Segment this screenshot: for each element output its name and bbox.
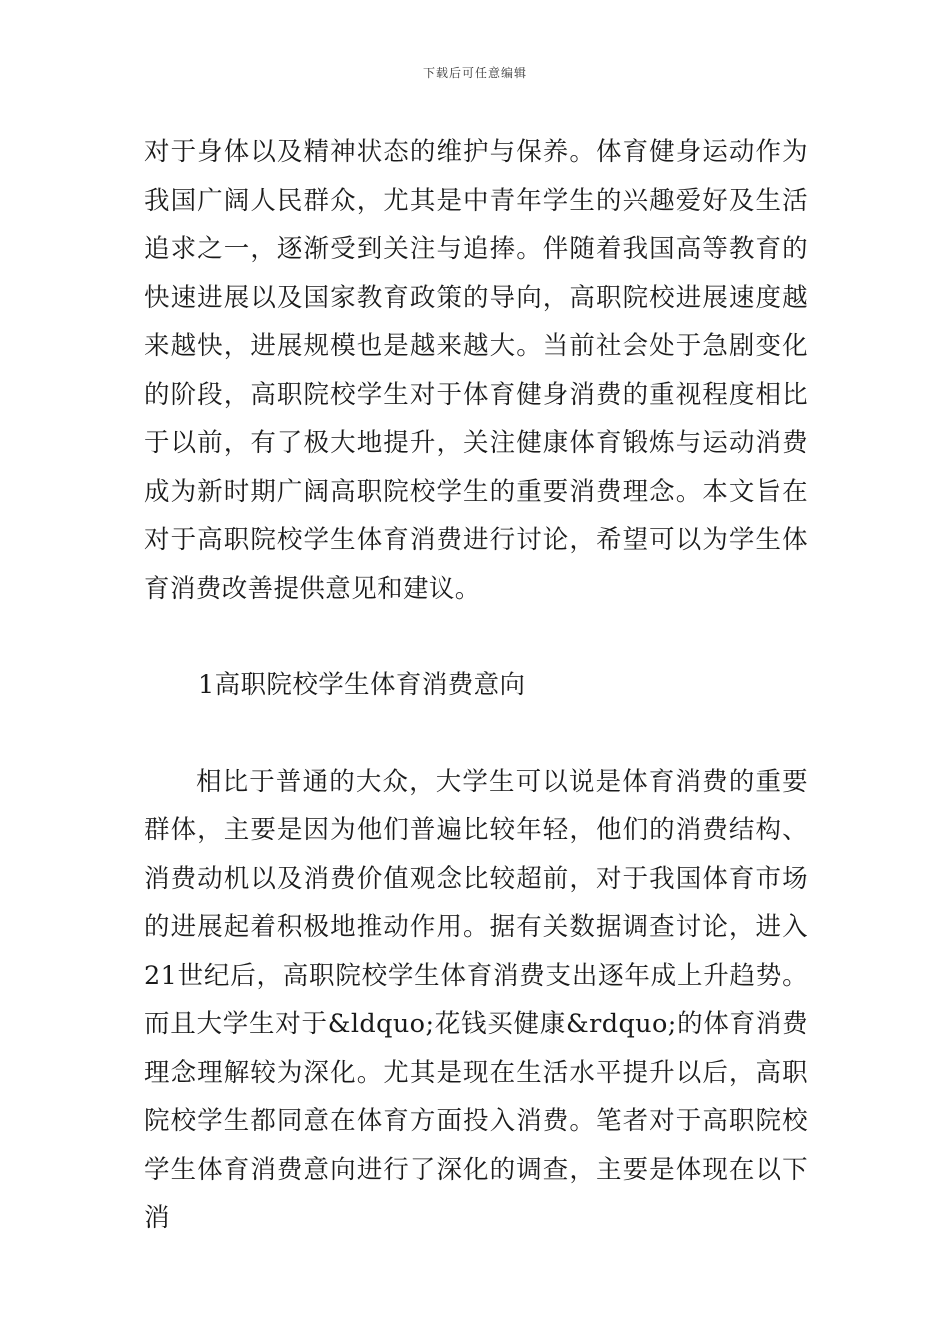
section-heading: 1高职院校学生体育消费意向 [198,670,526,700]
page-header-note: 下载后可任意编辑 [422,66,527,80]
body-paragraph: 对于身体以及精神状态的维护与保养。体育健身运动作为我国广阔人民群众，尤其是中青年学生的兴趣爱好及生活追求之一，逐渐受到关注与追捧。伴随着我国高等教育的快速进展以及国家教育政策的导向，高职院校进展速度越来越快，进展规模也是越来越大。当前社会处于急剧变化的阶段，高职院校学生对于体育健身消费的重视程度相比于以前，有了极大地提升，关注健康体育锻炼与运动消费成为新时期广阔高职院校学生的重要消费理念。本文旨在对于高职院校学生体育消费进行讨论，希望可以为学生体育消费改善提供意见和建议。 [144,137,808,604]
spacer [144,613,808,661]
document-body [144,128,808,1243]
body-paragraph: 相比于普通的大众，大学生可以说是体育消费的重要群体，主要是因为他们普遍比较年轻，他们的消费结构、消费动机以及消费价值观念比较超前，对于我国体育市场的进展起着积极地推动作用。据有关数据调查讨论，进入21世纪后，高职院校学生体育消费支出逐年成上升趋势。而且大学生对于&ldquo;花钱买健康&rdquo;的体育消费理念理解较为深化。尤其是现在生活水平提升以后，高职院校学生都同意在体育方面投入消费。笔者对于高职院校学生体育消费意向进行了深化的调查，主要是体现在以下消 [144,766,808,1233]
spacer [144,710,808,758]
